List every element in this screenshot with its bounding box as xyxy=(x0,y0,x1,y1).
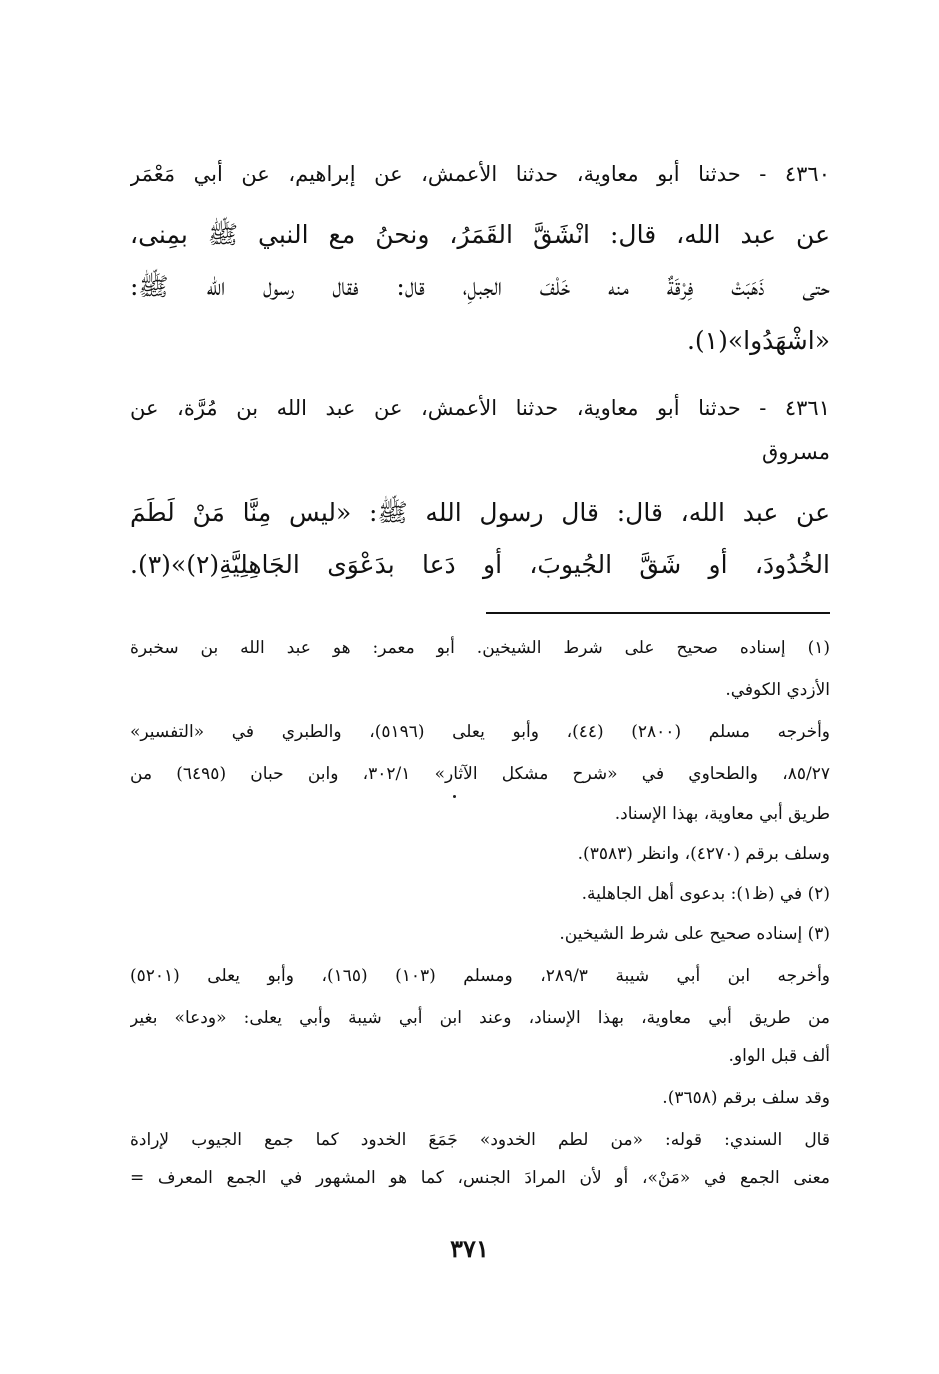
footnote-line-12: وقد سلف برقم (٣٦٥٨). xyxy=(662,1088,830,1108)
footnote-line-8: (٣) إسناده صحيح على شرط الشيخين. xyxy=(559,924,830,944)
hadith-4361-header-line-1: ٤٣٦١ - حدثنا أبو معاوية، حدثنا الأعمش، عن عبد الله بن مُرَّة، عن xyxy=(130,396,830,420)
hadith-4360-text-line-1: عن عبد الله، قال: انْشَقَّ القَمَرُ، ونحنُ مع النبي ﷺ بمِنى، xyxy=(130,220,830,249)
footnote-line-7: (٢) في (ظ١): بدعوى أهل الجاهلية. xyxy=(581,884,830,904)
footnote-line-13: قال السندي: قوله: «من لطم الخدود» جَمَعَ الخدود كما جمع الجيوب لإرادة xyxy=(130,1130,830,1150)
footnote-line-6: وسلف برقم (٤٢٧٠)، وانظر (٣٥٨٣). xyxy=(577,844,830,864)
footnote-line-1: (١) إسناده صحيح على شرط الشيخين. أبو معمر: هو عبد الله بن سخبرة xyxy=(130,638,830,658)
footnote-separator xyxy=(486,612,830,614)
page-number: ٣٧١ xyxy=(450,1234,489,1263)
hadith-4360-header: ٤٣٦٠ - حدثنا أبو معاوية، حدثنا الأعمش، عن إبراهيم، عن أبي مَعْمَر xyxy=(130,162,830,186)
footnote-line-3: وأخرجه مسلم (٢٨٠٠) (٤٤)، وأبو يعلى (٥١٩٦)، والطبري في «التفسير» xyxy=(130,722,830,742)
scan-speck xyxy=(453,795,456,798)
footnote-line-10: من طريق أبي معاوية، بهذا الإسناد، وعند ابن أبي شيبة وأبي يعلى: «ودعا» بغير xyxy=(130,1008,830,1028)
footnote-line-4: ٨٥/٢٧، والطحاوي في «شرح مشكل الآثار» ٣٠٢/١، وابن حبان (٦٤٩٥) من xyxy=(130,764,830,784)
hadith-4360-text-line-3: «اشْهَدُوا»(١). xyxy=(686,326,830,355)
hadith-4361-text-line-2: الخُدُودَ، أو شَقَّ الجُيوبَ، أو دَعا بدَعْوَى الجَاهِلِيَّةِ(٢)»(٣). xyxy=(130,550,830,579)
footnote-line-14: معنى الجمع في «مَنْ»، أو لأن المرادَ الجنس، كما هو المشهور في الجمع المعرف = xyxy=(130,1168,830,1188)
footnote-line-2: الأزدي الكوفي. xyxy=(725,680,830,700)
hadith-4361-text-line-1: عن عبد الله، قال: قال رسول الله ﷺ: «ليس مِنَّا مَنْ لَطَمَ xyxy=(130,498,830,527)
hadith-4360-text-line-2: حتى ذَهَبَتْ فِرْقَةٌ منه خَلْفَ الجبلِ، قال: فقال رسول الله ﷺ: xyxy=(130,272,830,301)
footnote-line-9: وأخرجه ابن أبي شيبة ٢٨٩/٣، ومسلم (١٠٣) (١٦٥)، وأبو يعلى (٥٢٠١) xyxy=(130,966,830,986)
footnote-line-11: ألف قبل الواو. xyxy=(728,1046,830,1066)
hadith-4361-header-line-2: مسروق xyxy=(761,440,830,464)
footnote-line-5: طريق أبي معاوية، بهذا الإسناد. xyxy=(614,804,830,824)
